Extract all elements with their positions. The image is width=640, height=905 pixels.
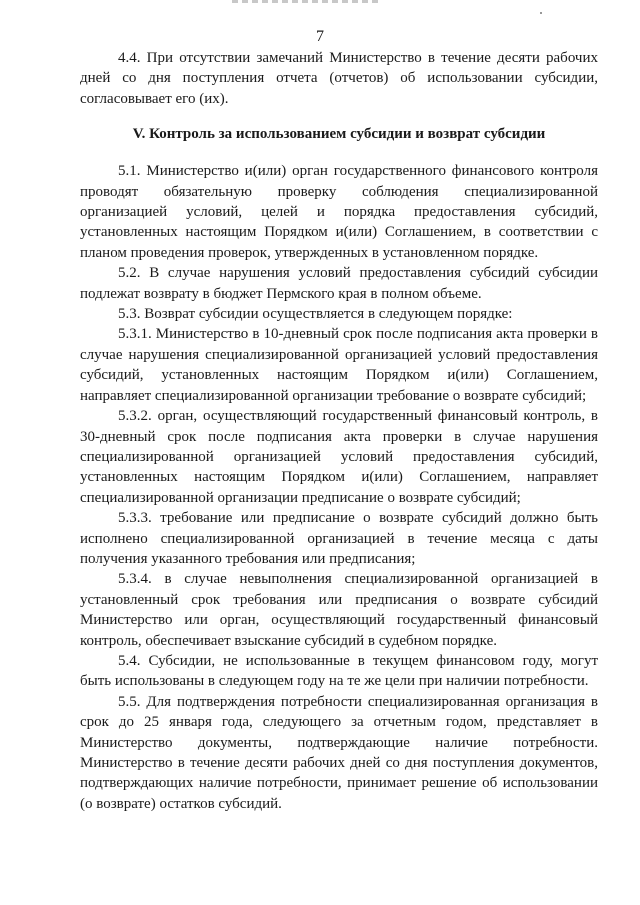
scan-speck bbox=[540, 12, 542, 14]
paragraph-4-4: 4.4. При отсутствии замечаний Министерство в течение десяти рабочих дней со дня поступления отчета (отчетов) об использовании субсидии, согласовывает его (их). bbox=[80, 50, 598, 107]
scan-artifact bbox=[232, 0, 382, 3]
document-body bbox=[80, 48, 598, 814]
paragraph-5-3-3: 5.3.3. требование или предписание о возврате субсидий должно быть исполнено специализированной организацией в течение месяца с даты получения указанного требования или предписания; bbox=[80, 510, 598, 567]
paragraph-5-4: 5.4. Субсидии, не использованные в текущем финансовом году, могут быть использованы в следующем году на те же цели при наличии потребности. bbox=[80, 652, 598, 690]
paragraph-5-5: 5.5. Для подтверждения потребности специализированная организация в срок до 25 января года, следующего за отчетным годом, представляет в Министерство документы, подтверждающие наличие потребности. Министерство в течение десяти рабочих дней со дня поступления документов, подтверждающих наличие потребности, принимает решение об использовании (о возврате) остатков субсидий. bbox=[80, 693, 598, 812]
paragraph-5-1: 5.1. Министерство и(или) орган государственного финансового контроля проводят обязательную проверку соблюдения специализированной организацией условий, целей и порядка предоставления субсидий, установленных настоящим Порядком и(или) Соглашением, в соответствии с планом проведения проверок, утвержденных в установленном порядке. bbox=[80, 163, 598, 261]
section-heading-v: V. Контроль за использованием субсидии и возврат субсидии bbox=[132, 126, 546, 143]
paragraph-5-3-2: 5.3.2. орган, осуществляющий государственный финансовый контроль, в 30-дневный срок после подписания акта проверки в случае нарушения специализированной организацией условий предоставления субсидий, установленных настоящим Порядком и(или) Соглашением, направляет специализированной организации предписание о возврате субсидий; bbox=[80, 408, 598, 506]
paragraph-5-3-4: 5.3.4. в случае невыполнения специализированной организацией в установленный срок требования или предписания о возврате субсидий Министерство или орган, осуществляющий государственный финансовый контроль, обеспечивает взыскание субсидий в судебном порядке. bbox=[80, 571, 598, 649]
paragraph-5-2: 5.2. В случае нарушения условий предоставления субсидий субсидии подлежат возврату в бюджет Пермского края в полном объеме. bbox=[80, 265, 598, 302]
page-number: 7 bbox=[316, 28, 324, 45]
paragraph-5-3-1: 5.3.1. Министерство в 10-дневный срок после подписания акта проверки в случае нарушения специализированной организацией условий предоставления субсидий, установленных настоящим Порядком и(или) Соглашением, направляет специализированной организации требование о возврате субсидий; bbox=[80, 326, 598, 404]
paragraph-5-3: 5.3. Возврат субсидии осуществляется в следующем порядке: bbox=[118, 306, 513, 323]
